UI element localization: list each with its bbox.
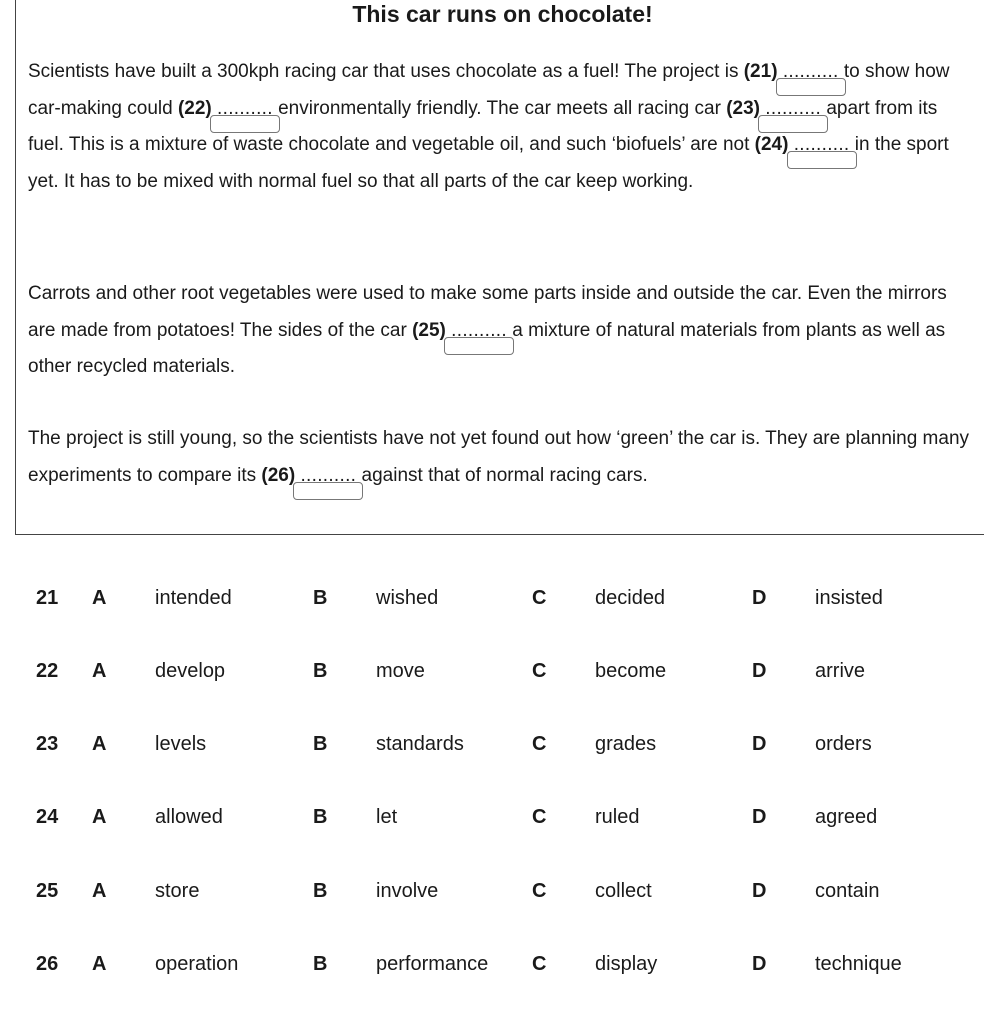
paragraph-1 (28, 54, 973, 200)
letter-a: A (92, 880, 107, 902)
gap-number-23: (23) (726, 97, 760, 119)
letter-b: B (313, 587, 328, 609)
option-row-22 (0, 653, 984, 689)
option-row-23 (0, 726, 984, 762)
passage-text: in the sport yet. It has to be mixed with normal fuel so that all parts of the car keep working. (28, 134, 949, 192)
answer-box-22[interactable] (210, 115, 280, 133)
letter-b: B (313, 953, 328, 975)
option-b[interactable]: involve (376, 880, 439, 902)
option-d[interactable]: contain (815, 880, 880, 902)
option-row-21 (0, 580, 984, 616)
option-b[interactable]: wished (376, 587, 439, 609)
option-b[interactable]: let (376, 806, 398, 828)
answer-box-24[interactable] (787, 151, 857, 169)
gap-22 (217, 91, 273, 128)
option-a[interactable]: develop (155, 660, 226, 682)
option-row-26 (0, 946, 984, 982)
passage-text: to show how car-making could (28, 61, 950, 119)
option-d[interactable]: agreed (815, 806, 878, 828)
letter-a: A (92, 660, 107, 682)
letter-d: D (752, 880, 767, 902)
answer-box-26[interactable] (293, 482, 363, 500)
option-a[interactable]: intended (155, 587, 232, 609)
letter-d: D (752, 587, 767, 609)
option-d[interactable]: orders (815, 733, 872, 755)
question-number: 21 (36, 587, 59, 609)
option-b[interactable]: move (376, 660, 425, 682)
letter-c: C (532, 733, 547, 755)
option-c[interactable]: collect (595, 880, 652, 902)
gap-dots: .......... (217, 97, 273, 119)
gap-26 (300, 458, 356, 495)
question-number: 24 (36, 806, 59, 828)
option-row-24 (0, 799, 984, 835)
option-b[interactable]: performance (376, 953, 489, 975)
paragraph-3 (28, 421, 973, 494)
letter-d: D (752, 733, 767, 755)
option-a[interactable]: operation (155, 953, 239, 975)
gap-23 (765, 91, 821, 128)
letter-c: C (532, 660, 547, 682)
passage-panel (15, 0, 984, 535)
gap-25 (451, 313, 507, 350)
gap-dots: .......... (451, 319, 507, 341)
passage-text: Scientists have built a 300kph racing car that uses chocolate as a fuel! The project is (28, 61, 744, 82)
letter-c: C (532, 587, 547, 609)
letter-a: A (92, 587, 107, 609)
option-d[interactable]: arrive (815, 660, 866, 682)
letter-c: C (532, 880, 547, 902)
gap-number-22: (22) (177, 97, 212, 119)
option-d[interactable]: technique (815, 953, 902, 975)
letter-b: B (313, 880, 328, 902)
gap-number-21: (21) (743, 61, 778, 82)
gap-number-26: (26) (261, 464, 296, 486)
letter-c: C (532, 953, 547, 975)
letter-d: D (752, 660, 767, 682)
option-c[interactable]: become (595, 660, 667, 682)
option-c[interactable]: ruled (595, 806, 640, 828)
gap-number-25: (25) (412, 319, 446, 341)
gap-number-24: (24) (754, 134, 789, 156)
option-a[interactable]: store (155, 880, 200, 902)
option-c[interactable]: display (595, 953, 658, 975)
letter-b: B (313, 733, 328, 755)
passage-text: environmentally friendly. The car meets all racing car (272, 97, 727, 119)
passage-text: apart from its fuel. This is a mixture of waste chocolate and vegetable oil, and such ‘biofuels’ are not (28, 97, 938, 156)
page-title: This car runs on chocolate! (352, 1, 653, 27)
option-row-25 (0, 873, 984, 909)
letter-a: A (92, 953, 107, 975)
gap-dots: .......... (793, 134, 850, 156)
passage-text: Carrots and other root vegetables were used to make some parts inside and outside the car. Even the mirrors are made from potatoes! The sides of the car (28, 283, 947, 341)
gap-21 (783, 54, 839, 91)
gap-dots: .......... (300, 464, 357, 486)
gap-dots: .......... (782, 61, 839, 82)
gap-dots: .......... (765, 97, 822, 119)
letter-a: A (92, 733, 107, 755)
passage-text: The project is still young, so the scientists have not yet found out how ‘green’ the car is. They are planning many experiments to compare its (28, 428, 970, 486)
paragraph-2 (28, 276, 973, 386)
question-number: 25 (36, 880, 59, 902)
option-c[interactable]: grades (595, 733, 657, 755)
option-c[interactable]: decided (595, 587, 666, 609)
option-b[interactable]: standards (376, 733, 464, 755)
question-number: 23 (36, 733, 59, 755)
letter-b: B (313, 660, 328, 682)
letter-d: D (752, 806, 767, 828)
letter-c: C (532, 806, 547, 828)
question-number: 26 (36, 953, 59, 975)
option-a[interactable]: allowed (155, 806, 223, 828)
letter-a: A (92, 806, 107, 828)
question-number: 22 (36, 660, 59, 682)
letter-b: B (313, 806, 328, 828)
passage-text: against that of normal racing cars. (356, 464, 648, 486)
letter-d: D (752, 953, 767, 975)
option-a[interactable]: levels (155, 733, 207, 755)
answer-box-25[interactable] (444, 337, 514, 355)
option-d[interactable]: insisted (815, 587, 883, 609)
gap-24 (794, 127, 850, 164)
passage-text: a mixture of natural materials from plants as well as other recycled materials. (28, 319, 946, 378)
